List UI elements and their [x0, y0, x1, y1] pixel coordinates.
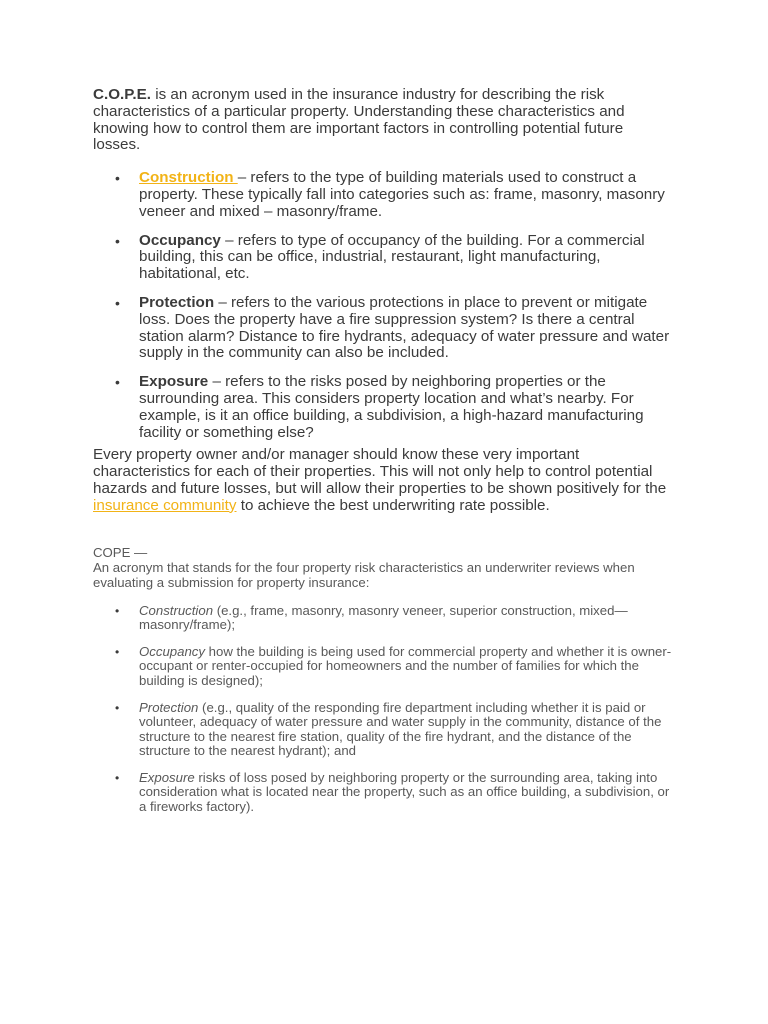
sub-item-protection — [93, 701, 673, 759]
bullet-icon: • — [115, 374, 120, 391]
list-item-text: – refers to the type of building materials used to construct a property. These typically fall into categories such as: frame, masonry, masonry veneer and mixed – masonry/frame. — [139, 169, 665, 220]
construction-link[interactable]: Construction — [139, 169, 238, 187]
cope-definition-list — [93, 604, 673, 815]
intro-paragraph — [93, 87, 673, 154]
bullet-icon: • — [115, 170, 120, 187]
list-item-exposure — [93, 374, 673, 441]
list-item-term: Occupancy — [139, 231, 221, 249]
bullet-icon: • — [115, 700, 120, 715]
closing-paragraph — [93, 447, 673, 514]
bullet-icon: • — [115, 232, 120, 249]
bullet-icon: • — [115, 603, 120, 618]
sub-item-term: Exposure — [139, 769, 195, 785]
bullet-icon: • — [115, 294, 120, 311]
list-item-term: Protection — [139, 293, 215, 311]
cope-main-list — [93, 170, 673, 441]
list-item-text: – refers to type of occupancy of the building. For a commercial building, this can be office, industrial, restaurant, light manufacturing, habitational, etc. — [139, 231, 645, 283]
closing-text-before: Every property owner and/or manager should know these very important characteristics for each of their properties. This will not only help to control potential hazards and future losses, but will allow their properties to be shown positively for the — [93, 446, 667, 497]
sub-item-text: (e.g., frame, masonry, masonry veneer, superior construction, mixed—masonry/frame); — [139, 602, 628, 633]
sub-item-term: Construction — [139, 602, 214, 618]
definition-text: An acronym that stands for the four property risk characteristics an underwriter reviews when evaluating a submission for property insurance: — [93, 559, 635, 590]
document-body — [93, 87, 673, 827]
sub-item-term: Protection — [139, 699, 199, 715]
intro-text: is an acronym used in the insurance industry for describing the risk characteristics of a particular property. Understanding these characteristics and knowing how to control them are important factors in controlling potential future losses. — [93, 86, 625, 154]
sub-item-exposure — [93, 771, 673, 815]
sub-item-text: (e.g., quality of the responding fire department including whether it is paid or volunteer, adequacy of water pressure and water supply in the community, distance of the structure to the nearest fire station, quality of the fire hydrant, and the distance of the structure to the nearest hydrant); and — [139, 699, 662, 759]
insurance-community-link[interactable]: insurance community — [93, 496, 237, 514]
sub-item-text: risks of loss posed by neighboring property or the surrounding area, taking into consideration what is located near the property, such as an office building, a subdivision, or a fireworks factory). — [139, 769, 670, 815]
sub-item-term: Occupancy — [139, 643, 205, 659]
list-item-text: – refers to the various protections in place to prevent or mitigate loss. Does the property have a fire suppression system? Is there a central station alarm? Distance to fire hydrants, adequacy of water pressure and water supply in the community can also be included. — [139, 293, 670, 362]
list-item-protection — [93, 295, 673, 362]
sub-item-occupancy — [93, 645, 673, 689]
bullet-icon: • — [115, 644, 120, 659]
list-item-occupancy — [93, 233, 673, 283]
list-item-text: – refers to the risks posed by neighboring properties or the surrounding area. This considers property location and what’s nearby. For example, is it an office building, a subdivision, a high-hazard manufacturing facility or something else? — [139, 373, 644, 441]
list-item-term: Exposure — [139, 373, 209, 391]
list-item-construction — [93, 170, 673, 220]
bullet-icon: • — [115, 770, 120, 785]
sub-item-text: how the building is being used for commercial property and whether it is owner-occupant or renter-occupied for homeowners and the number of families for which the building is designed); — [139, 643, 672, 688]
definition-heading: COPE — — [93, 544, 148, 560]
sub-item-construction — [93, 604, 673, 633]
closing-text-after: to achieve the best underwriting rate possible. — [236, 496, 550, 514]
intro-term: C.O.P.E. — [93, 86, 151, 103]
